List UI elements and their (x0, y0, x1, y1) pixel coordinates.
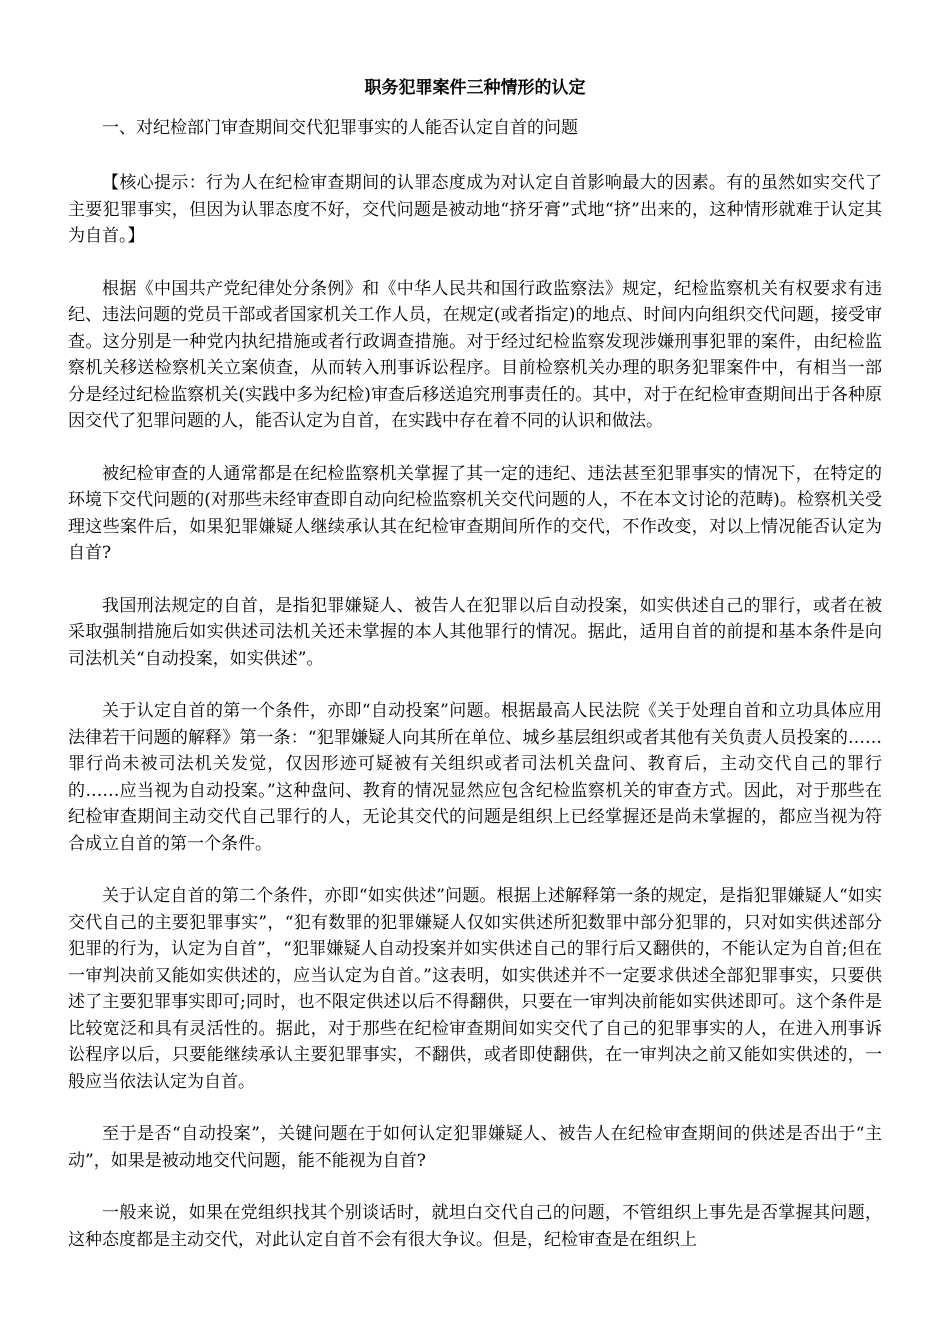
section-heading: 一、对纪检部门审查期间交代犯罪事实的人能否认定自首的问题 (102, 118, 578, 138)
body-paragraph: 至于是否“自动投案”，关键问题在于如何认定犯罪嫌疑人、被告人在纪检审查期间的供述是否出于“主动”，如果是被动地交代问题，能不能视为自首? (68, 1124, 882, 1171)
document-page (68, 74, 882, 1279)
body-paragraph: 我国刑法规定的自首，是指犯罪嫌疑人、被告人在犯罪以后自动投案，如实供述自己的罪行，或者在被采取强制措施后如实供述司法机关还未掌握的本人其他罪行的情况。据此，适用自首的前提和基本条件是向司法机关“自动投案，如实供述”。 (68, 595, 882, 669)
body-paragraph: 被纪检审查的人通常都是在纪检监察机关掌握了其一定的违纪、违法甚至犯罪事实的情况下，在特定的环境下交代问题的(对那些未经审查即自动向纪检监察机关交代问题的人，不在本文讨论的范畴)。检察机关受理这些案件后，如果犯罪嫌疑人继续承认其在纪检审查期间所作的交代，不作改变，对以上情况能否认定为自首? (68, 463, 882, 563)
body-paragraph: 关于认定自首的第一个条件，亦即“自动投案”问题。根据最高人民法院《关于处理自首和立功具体应用法律若干问题的解释》第一条：“犯罪嫌疑人向其所在单位、城乡基层组织或者其他有关负责人员投案的……罪行尚未被司法机关发觉，仅因形迹可疑被有关组织或者司法机关盘问、教育后，主动交代自己的罪行的……应当视为自动投案。”这种盘问、教育的情况显然应包含纪检监察机关的审查方式。因此，对于那些在纪检审查期间主动交代自己罪行的人，无论其交代的问题是组织上已经掌握还是尚未掌握的，都应当视为符合成立自首的第一个条件。 (68, 701, 882, 854)
core-tip-paragraph: 【核心提示：行为人在纪检审查期间的认罪态度成为对认定自首影响最大的因素。有的虽然如实交代了主要犯罪事实，但因为认罪态度不好，交代问题是被动地“挤牙膏”式地“挤”出来的，这种情形就难于认定其为自首。】 (68, 173, 882, 246)
body-paragraph: 根据《中国共产党纪律处分条例》和《中华人民共和国行政监察法》规定，纪检监察机关有权要求有违纪、违法问题的党员干部或者国家机关工作人员，在规定(或者指定)的地点、时间内向组织交代问题，接受审查。这分别是一种党内执纪措施或者行政调查措施。对于经过纪检监察发现涉嫌刑事犯罪的案件，由纪检监察机关移送检察机关立案侦查，从而转入刑事诉讼程序。目前检察机关办理的职务犯罪案件中，有相当一部分是经过纪检监察机关(实践中多为纪检)审查后移送追究刑事责任的。其中，对于在纪检审查期间出于各种原因交代了犯罪问题的人，能否认定为自首，在实践中存在着不同的认识和做法。 (68, 278, 882, 431)
document-title: 职务犯罪案件三种情形的认定 (364, 78, 586, 98)
body-paragraph: 关于认定自首的第二个条件，亦即“如实供述”问题。根据上述解释第一条的规定，是指犯罪嫌疑人“如实交代自己的主要犯罪事实”，“犯有数罪的犯罪嫌疑人仅如实供述所犯数罪中部分犯罪的，只对如实供述部分犯罪的行为，认定为自首”，“犯罪嫌疑人自动投案并如实供述自己的罪行后又翻供的，不能认定为自首;但在一审判决前又能如实供述的，应当认定为自首。”这表明，如实供述并不一定要求供述全部犯罪事实，只要供述了主要犯罪事实即可;同时，也不限定供述以后不得翻供，只要在一审判决前能如实供述即可。这个条件是比较宽泛和具有灵活性的。据此，对于那些在纪检审查期间如实交代了自己的犯罪事实的人，在进入刑事诉讼程序以后，只要能继续承认主要犯罪事实，不翻供，或者即使翻供，在一审判决之前又能如实供述的，一般应当依法认定为自首。 (68, 886, 882, 1092)
body-paragraph: 一般来说，如果在党组织找其个别谈话时，就坦白交代自己的问题，不管组织上事先是否掌握其问题，这种态度都是主动交代，对此认定自首不会有很大争议。但是，纪检审查是在组织上 (68, 1203, 882, 1250)
